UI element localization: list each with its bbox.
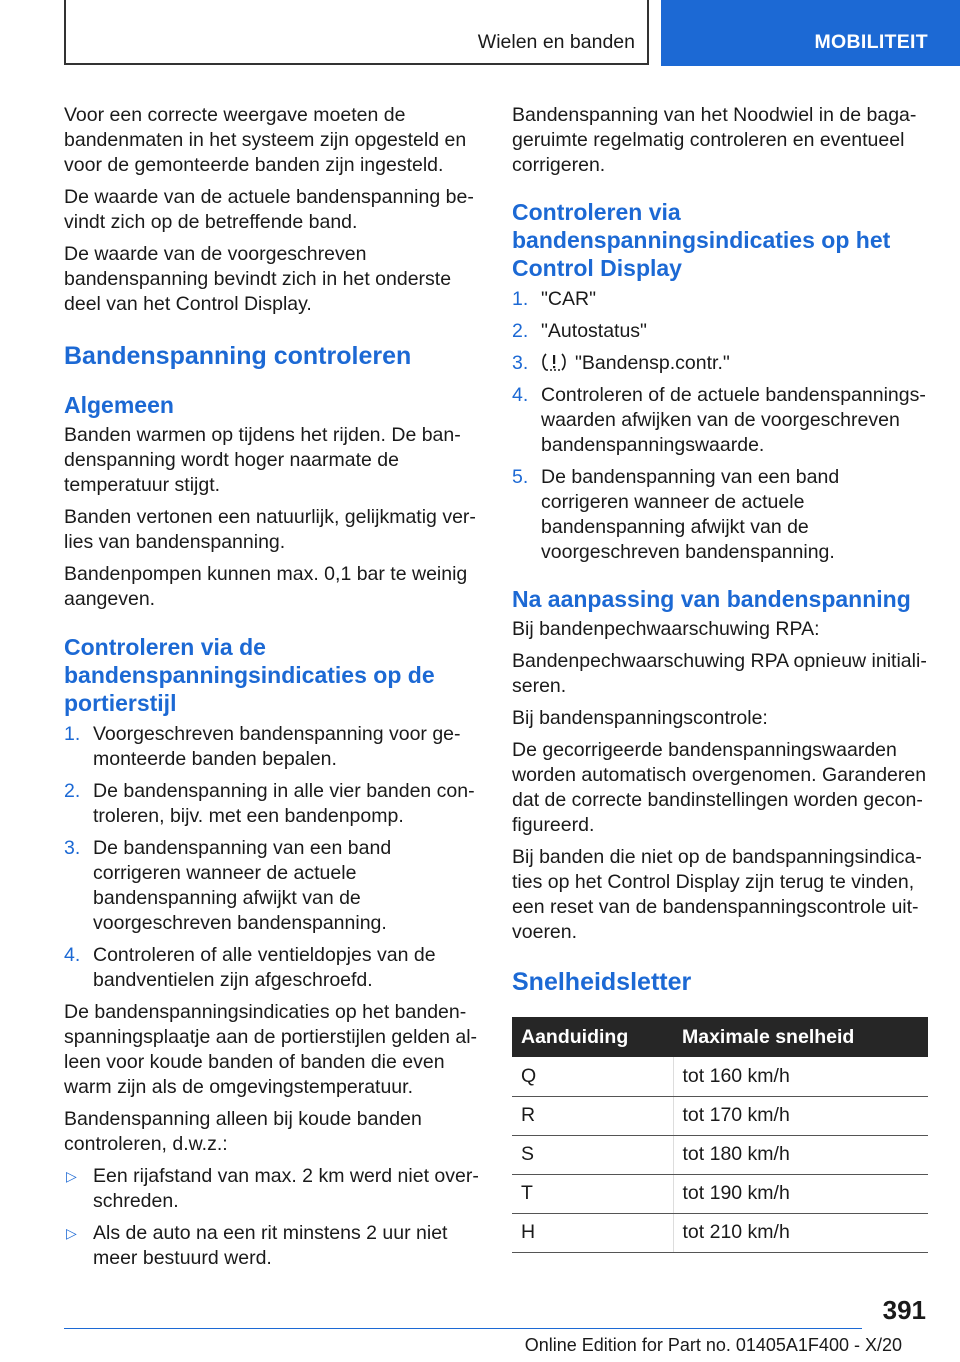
header-chapter-title: MOBILITEIT: [814, 31, 928, 53]
page-number: 391: [882, 1295, 926, 1325]
heading-door-pillar: Controleren via de bandenspanningsindicaties op de portierstijl: [64, 634, 435, 716]
triangle-bullet-icon: ▷: [66, 1168, 77, 1184]
step-text: "CAR": [541, 288, 597, 310]
step-item: [64, 836, 479, 936]
general-paragraph: Banden warmen op tijdens het rijden. De bandenspanning wordt hoger naarmate de temperatuur stijgt.: [64, 424, 461, 496]
column-header-code: Aanduiding: [512, 1017, 673, 1057]
intro-paragraph: De waarde van de actuele bandenspanning bevindt zich op de betreffende band.: [64, 186, 474, 233]
step-number: 5.: [512, 466, 529, 488]
step-number: 4.: [64, 944, 81, 966]
adjust-paragraph: Bandenpechwaarschuwing RPA opnieuw initialiseren.: [512, 650, 927, 697]
bullet-item: [64, 1164, 479, 1214]
step-number: 3.: [64, 837, 81, 859]
speed-value-cell: tot 210 km/h: [673, 1213, 928, 1252]
heading-speed-letter: Snelheidsletter: [512, 968, 692, 996]
left-column: [64, 103, 479, 1278]
step-item: [512, 465, 930, 565]
general-paragraph: Bandenpompen kunnen max. 0,1 bar te weinig aangeven.: [64, 563, 468, 610]
speed-code-cell: Q: [512, 1057, 673, 1096]
step-number: 1.: [64, 723, 81, 745]
step-number: 2.: [64, 780, 81, 802]
step-item: [64, 722, 479, 772]
main-heading: Bandenspanning controleren: [64, 342, 412, 370]
header-section-title: Wielen en banden: [477, 31, 635, 53]
bullet-text: Een rijafstand van max. 2 km werd niet overschreden.: [93, 1165, 479, 1212]
speed-value-cell: tot 170 km/h: [673, 1096, 928, 1135]
heading-control-display: Controleren via bandenspanningsindicaties op het Control Display: [512, 199, 891, 281]
header-chapter-tab: [661, 0, 960, 66]
bullet-item: [64, 1221, 479, 1271]
column-header-speed: Maximale snelheid: [673, 1017, 928, 1057]
cold-tire-conditions: [64, 1164, 479, 1271]
step-number: 3.: [512, 352, 529, 374]
speed-rating-table: [512, 1017, 928, 1253]
after-paragraph: Bandenspanning alleen bij koude banden controleren, d.w.z.:: [64, 1108, 422, 1155]
step-item: [512, 287, 930, 312]
header-section-box: [64, 0, 649, 65]
table-row: [512, 1135, 928, 1174]
heading-general: Algemeen: [64, 392, 174, 418]
table-row: [512, 1174, 928, 1213]
triangle-bullet-icon: ▷: [66, 1225, 77, 1241]
footer-edition-text: Online Edition for Part no. 01405A1F400 - X/20: [524, 1335, 902, 1355]
step-item: [512, 319, 930, 344]
table-row: [512, 1057, 928, 1096]
step-text: "Bandensp.contr.": [575, 352, 730, 374]
heading-after-adjust: Na aanpassing van bandenspanning: [512, 586, 911, 612]
step-text: De bandenspanning in alle vier banden controleren, bijv. met een bandenpomp.: [93, 780, 475, 827]
adjust-paragraph: Bij banden die niet op de bandspanningsindicaties op het Control Display zijn terug te vinden, een reset van de bandenspanningscontrole uitvoeren.: [512, 846, 922, 943]
step-item: [512, 351, 930, 376]
speed-value-cell: tot 190 km/h: [673, 1174, 928, 1213]
step-text: Controleren of alle ventieldopjes van de bandventielen zijn afgeschroefd.: [93, 944, 436, 991]
step-number: 1.: [512, 288, 529, 310]
step-item: [512, 383, 930, 458]
bullet-text: Als de auto na een rit minstens 2 uur niet meer bestuurd werd.: [93, 1222, 448, 1269]
table-header-row: [512, 1017, 928, 1057]
speed-code-cell: S: [512, 1135, 673, 1174]
intro-paragraph: De waarde van de voorgeschreven bandenspanning bevindt zich in het onderste deel van het Control Display.: [64, 243, 452, 315]
step-number: 4.: [512, 384, 529, 406]
step-text: De bandenspanning van een band corrigeren wanneer de actuele bandenspanning afwijkt van de voorgeschreven bandenspanning.: [93, 837, 392, 934]
speed-code-cell: R: [512, 1096, 673, 1135]
step-item: [64, 779, 479, 829]
step-item: [64, 943, 479, 993]
right-column: [512, 103, 930, 1253]
step-number: 2.: [512, 320, 529, 342]
step-text: "Autostatus": [541, 320, 647, 342]
table-row: [512, 1213, 928, 1252]
table-row: [512, 1096, 928, 1135]
adjust-paragraph: De gecorrigeerde bandenspanningswaarden worden automatisch overgenomen. Garanderen dat de correcte bandinstellingen worden geconfigureerd.: [512, 739, 927, 836]
control-display-steps: [512, 287, 930, 565]
speed-code-cell: H: [512, 1213, 673, 1252]
step-text: Controleren of de actuele bandenspanningswaarden afwijken van de voorgeschreven bandenspanningswaarde.: [541, 384, 926, 456]
speed-value-cell: tot 180 km/h: [673, 1135, 928, 1174]
after-paragraph: De bandenspanningsindicaties op het bandenspanningsplaatje aan de portierstijlen gelden alleen voor koude banden of banden die even warm zijn als de omgevingstemperatuur.: [64, 1001, 478, 1098]
adjust-paragraph: Bij bandenspanningscontrole:: [512, 707, 768, 729]
tire-pressure-warning-icon: [541, 352, 567, 372]
step-text: Voorgeschreven bandenspanning voor gemonteerde banden bepalen.: [93, 723, 461, 770]
door-pillar-steps: [64, 722, 479, 993]
intro-paragraph: Voor een correcte weergave moeten de bandenmaten in het systeem zijn opgesteld en voor de gemonteerde banden zijn ingesteld.: [64, 104, 467, 176]
step-text: De bandenspanning van een band corrigeren wanneer de actuele bandenspanning afwijkt van de voorgeschreven bandenspanning.: [541, 466, 840, 563]
general-paragraph: Banden vertonen een natuurlijk, gelijkmatig verlies van bandenspanning.: [64, 506, 476, 553]
speed-value-cell: tot 160 km/h: [673, 1057, 928, 1096]
speed-code-cell: T: [512, 1174, 673, 1213]
adjust-paragraph: Bij bandenpechwaarschuwing RPA:: [512, 618, 820, 640]
spare-wheel-paragraph: Bandenspanning van het Noodwiel in de bagageruimte regelmatig controleren en eventueel corrigeren.: [512, 104, 917, 176]
footer-divider: [64, 1328, 862, 1329]
